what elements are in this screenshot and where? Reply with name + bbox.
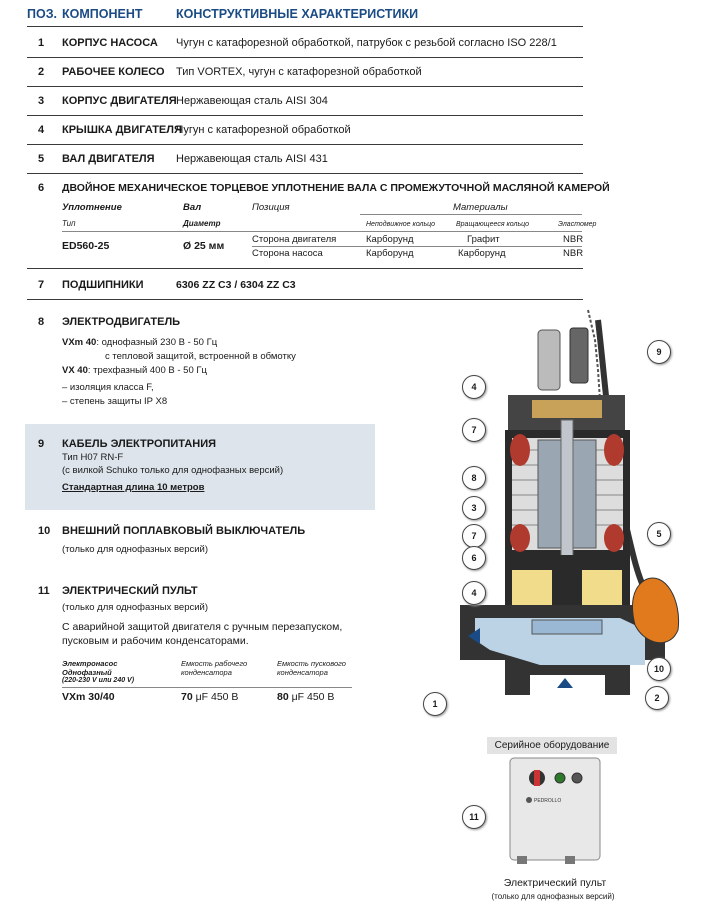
callout-9: 9 <box>647 340 671 364</box>
row-desc: 6306 ZZ C3 / 6304 ZZ C3 <box>176 279 296 291</box>
motor-spec: : однофазный 230 В - 50 Гц <box>96 337 218 348</box>
cap-col-pump: Электронасос <box>62 659 118 668</box>
row-number: 8 <box>38 316 45 328</box>
callout-1: 1 <box>423 692 447 716</box>
header-pos: ПОЗ. <box>27 7 58 21</box>
motor-spec: : трехфазный 400 В - 50 Гц <box>87 365 207 376</box>
row-number: 6 <box>38 182 45 194</box>
row-name: ЭЛЕКТРИЧЕСКИЙ ПУЛЬТ <box>62 585 198 597</box>
seal-title: ДВОЙНОЕ МЕХАНИЧЕСКОЕ ТОРЦЕВОЕ УПЛОТНЕНИЕ ВАЛА С ПРОМЕЖУТОЧНОЙ МАСЛЯНОЙ КАМЕРОЙ <box>62 182 610 194</box>
panel-caption: Электрический пульт <box>503 877 607 889</box>
callout-4: 4 <box>462 581 486 605</box>
callout-11: 11 <box>462 805 486 829</box>
divider <box>27 26 583 27</box>
callout-10: 10 <box>647 657 671 681</box>
logo-icon <box>526 797 532 803</box>
terminal-block <box>532 400 602 418</box>
row-desc: Тип VORTEX, чугун с катафорезной обработкой <box>176 66 422 78</box>
seal-col-shaft: Вал <box>183 202 202 213</box>
seal-diameter: Ø 25 мм <box>183 240 225 252</box>
divider <box>252 246 582 247</box>
row-number: 11 <box>38 585 50 597</box>
seal-col-fixed: Неподвижное кольцо <box>366 221 436 228</box>
inlet-arrow-icon <box>557 678 573 688</box>
row-number: 10 <box>38 525 51 537</box>
header-characteristics: КОНСТРУКТИВНЫЕ ХАРАКТЕРИСТИКИ <box>176 7 419 21</box>
row-number: 9 <box>38 438 45 450</box>
row-number: 3 <box>38 95 45 107</box>
callout-3: 3 <box>462 496 486 520</box>
seal-fixed: Карборунд <box>366 234 414 245</box>
cable-type: Тип H07 RN-F <box>62 452 124 463</box>
row-number: 2 <box>38 66 45 78</box>
row-number: 1 <box>38 37 45 49</box>
cap-col-run: Емкость рабочего <box>181 659 248 668</box>
seal-col-rotating: Вращающееся кольцо <box>456 221 530 228</box>
panel-note: (только для однофазных версий) <box>62 602 209 613</box>
row-desc: Нержавеющая сталь AISI 304 <box>176 95 328 107</box>
divider <box>27 173 583 174</box>
row-number: 4 <box>38 124 45 136</box>
panel-caption-note: (только для однофазных версий) <box>491 892 615 901</box>
motor-model: VX 40 <box>62 365 88 376</box>
cap-col-pump: Однофазный <box>62 668 112 677</box>
cap-start-value: 80 <box>277 691 289 703</box>
divider <box>27 86 583 87</box>
seal-col-seal: Уплотнение <box>62 202 122 213</box>
cable-gland <box>570 328 588 383</box>
row-name: ЭЛЕКТРОДВИГАТЕЛЬ <box>62 316 181 328</box>
winding <box>604 434 624 466</box>
oil-chamber <box>512 570 552 610</box>
row-name: КОРПУС ДВИГАТЕЛЯ <box>62 95 177 107</box>
motor-spec: с тепловой защитой, встроенной в обмотку <box>105 351 296 362</box>
callout-5: 5 <box>647 522 671 546</box>
header-component: КОМПОНЕНТ <box>62 7 143 21</box>
control-panel-illustration <box>505 756 605 864</box>
row-desc: Чугун с катафорезной обработкой <box>176 124 351 136</box>
cap-start-unit: μF 450 В <box>291 691 335 703</box>
panel-brand: PEDROLLO <box>534 798 562 804</box>
divider <box>27 57 583 58</box>
cable-entry <box>565 856 575 864</box>
indicator-light-icon <box>572 773 582 783</box>
float-note: (только для однофазных версий) <box>62 544 209 555</box>
seal-position: Сторона двигателя <box>252 234 337 245</box>
motor-spec: – степень защиты IP X8 <box>62 396 168 407</box>
seal-rotating: Карборунд <box>458 248 506 259</box>
cap-col-run: конденсатора <box>181 668 232 677</box>
lifting-handle <box>538 330 560 390</box>
row-desc: Чугун с катафорезной обработкой, патрубок с резьбой согласно ISO 228/1 <box>176 37 557 49</box>
cap-run-unit: μF 450 В <box>195 691 239 703</box>
cap-col-start: Емкость пускового <box>277 659 346 668</box>
callout-7: 7 <box>462 418 486 442</box>
cap-col-pump: (220-230 V или 240 V) <box>62 677 135 684</box>
seal-col-position: Позиция <box>252 202 290 213</box>
oil-chamber <box>582 570 622 610</box>
row-name: КОРПУС НАСОСА <box>62 37 158 49</box>
seal-elastomer: NBR <box>563 248 584 259</box>
seal-position: Сторона насоса <box>252 248 323 259</box>
divider <box>27 144 583 145</box>
seal-col-elastomer: Эластомер <box>558 221 597 228</box>
callout-7: 7 <box>462 524 486 548</box>
divider <box>360 214 582 215</box>
winding <box>510 524 530 552</box>
motor-spec: – изоляция класса F, <box>62 382 154 393</box>
seal-type: ED560-25 <box>62 240 110 252</box>
seal-col-materials: Материалы <box>453 202 508 213</box>
indicator-light-icon <box>555 773 565 783</box>
winding <box>604 524 624 552</box>
divider <box>27 115 583 116</box>
seal-elastomer: NBR <box>563 234 584 245</box>
cable-note: (с вилкой Schuko только для однофазных версий) <box>62 465 284 476</box>
panel-desc: С аварийной защитой двигателя с ручным перезапуском, <box>62 621 343 633</box>
row-name: ПОДШИПНИКИ <box>62 279 144 291</box>
cap-model: VXm 30/40 <box>62 691 115 703</box>
callout-8: 8 <box>462 466 486 490</box>
callout-4: 4 <box>462 375 486 399</box>
row-name: ВАЛ ДВИГАТЕЛЯ <box>62 153 155 165</box>
cap-col-start: конденсатора <box>277 668 328 677</box>
divider <box>27 268 583 269</box>
row-name: КРЫШКА ДВИГАТЕЛЯ <box>62 124 182 136</box>
seal-fixed: Карборунд <box>366 248 414 259</box>
panel-desc: пусковым и рабочим конденсаторами. <box>62 635 249 647</box>
winding <box>510 434 530 466</box>
cap-run-value: 70 <box>181 691 193 703</box>
divider <box>62 231 582 232</box>
seal-col-diameter: Диаметр <box>183 219 221 228</box>
table-header <box>0 0 705 26</box>
row-name: РАБОЧЕЕ КОЛЕСО <box>62 66 165 78</box>
seal-rotating: Графит <box>467 234 500 245</box>
row-name: ВНЕШНИЙ ПОПЛАВКОВЫЙ ВЫКЛЮЧАТЕЛЬ <box>62 525 306 537</box>
row-number: 5 <box>38 153 45 165</box>
impeller <box>532 620 602 634</box>
callout-6: 6 <box>462 546 486 570</box>
divider <box>62 687 352 688</box>
cable-length: Стандартная длина 10 метров <box>62 482 205 493</box>
panel-box <box>510 758 600 860</box>
motor-model: VXm 40 <box>62 337 97 348</box>
cable-entry <box>517 856 527 864</box>
row-desc: Нержавеющая сталь AISI 431 <box>176 153 328 165</box>
row-number: 7 <box>38 279 45 291</box>
switch-handle <box>534 770 540 786</box>
row-name: КАБЕЛЬ ЭЛЕКТРОПИТАНИЯ <box>62 438 217 450</box>
seal-col-type: Тип <box>62 219 76 228</box>
callout-2: 2 <box>645 686 669 710</box>
standard-equipment-label: Серийное оборудование <box>487 737 617 754</box>
